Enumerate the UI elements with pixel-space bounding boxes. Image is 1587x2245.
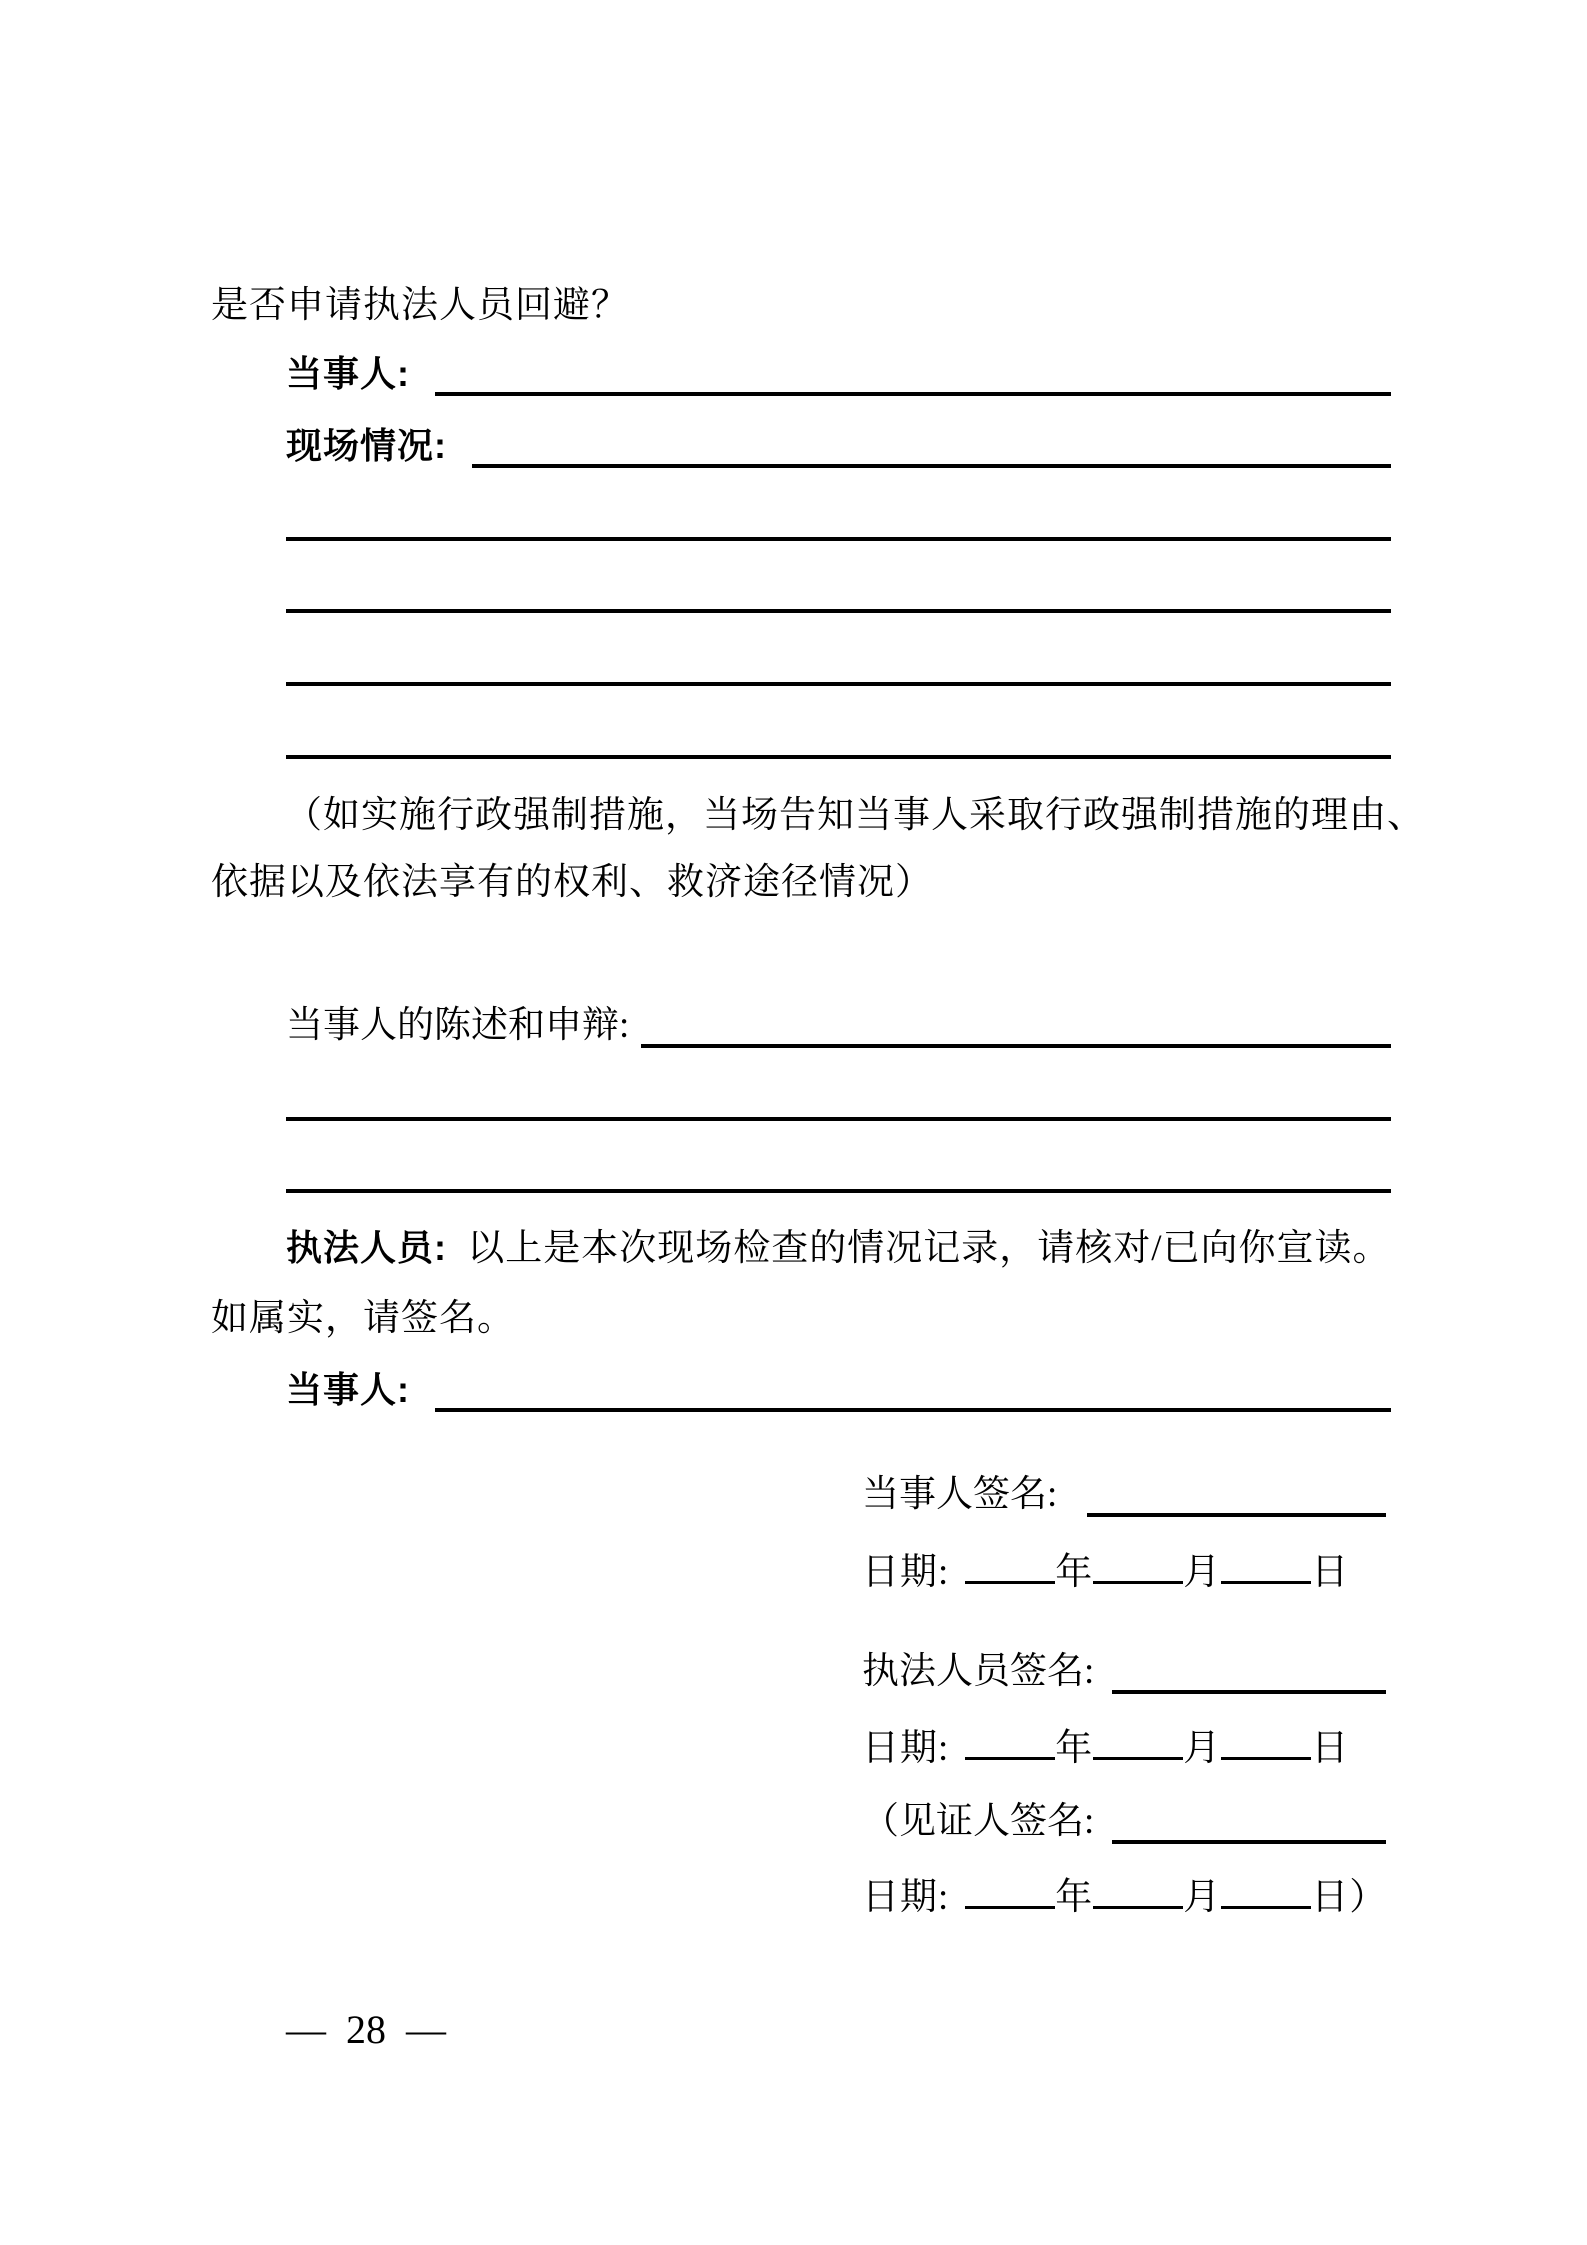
scene-blank-line	[472, 464, 1391, 468]
day-blank	[1221, 1904, 1311, 1909]
month-char: 月	[1183, 1877, 1222, 1918]
officer-notice-line-2: 如属实，请签名。	[211, 1298, 515, 1339]
month-blank	[1093, 1755, 1183, 1760]
party-label: 当事人:	[286, 353, 410, 394]
party-blank-line	[435, 392, 1391, 396]
party-date-row	[862, 1551, 1349, 1595]
day-char: 日	[1311, 1728, 1350, 1769]
year-char: 年	[1055, 1728, 1094, 1769]
blank-rule-line	[286, 537, 1391, 541]
recusal-question: 是否申请执法人员回避？	[211, 285, 629, 326]
date-label: 日期:	[862, 1877, 950, 1918]
scene-label: 现场情况:	[286, 425, 447, 466]
witness-sign-label: （见证人签名:	[862, 1801, 1095, 1842]
officer-label: 执法人员:	[286, 1227, 447, 1268]
note-line-2: 依据以及依法享有的权利、救济途径情况）	[211, 862, 933, 903]
party-confirm-label: 当事人:	[286, 1369, 410, 1410]
statement-blank-line	[641, 1044, 1391, 1048]
blank-rule-line	[286, 1117, 1391, 1121]
day-blank	[1221, 1579, 1311, 1584]
year-char: 年	[1055, 1877, 1094, 1918]
day-char: 日	[1311, 1552, 1350, 1593]
blank-rule-line	[286, 1189, 1391, 1193]
year-char: 年	[1055, 1552, 1094, 1593]
officer-notice-text: 以上是本次现场检查的情况记录，请核对/已向你宣读。	[467, 1228, 1391, 1269]
party-sign-blank-line	[1087, 1513, 1386, 1517]
party-sign-label: 当事人签名:	[862, 1474, 1058, 1515]
witness-signature-row	[862, 1800, 1386, 1844]
note-line-1: （如实施行政强制措施，当场告知当事人采取行政强制措施的理由、	[285, 795, 1425, 836]
day-blank	[1221, 1755, 1311, 1760]
blank-rule-line	[286, 609, 1391, 613]
year-blank	[965, 1579, 1055, 1584]
month-blank	[1093, 1904, 1183, 1909]
witness-date-row	[862, 1876, 1387, 1920]
officer-sign-label: 执法人员签名:	[862, 1651, 1095, 1692]
statement-label: 当事人的陈述和申辩:	[286, 1005, 630, 1046]
party-confirm-row	[286, 1368, 1391, 1412]
scene-field-row	[286, 424, 1391, 468]
date-label: 日期:	[862, 1728, 950, 1769]
day-close-char: 日）	[1311, 1877, 1388, 1918]
year-blank	[965, 1904, 1055, 1909]
page-number: — 28 —	[286, 2007, 446, 2052]
blank-rule-line	[286, 755, 1391, 759]
party-signature-row	[862, 1473, 1386, 1517]
witness-sign-blank-line	[1112, 1840, 1386, 1844]
party-field-row	[286, 352, 1391, 396]
blank-rule-line	[286, 682, 1391, 686]
date-label: 日期:	[862, 1552, 950, 1593]
month-char: 月	[1183, 1552, 1222, 1593]
officer-sign-blank-line	[1112, 1690, 1386, 1694]
year-blank	[965, 1755, 1055, 1760]
officer-signature-row	[862, 1650, 1386, 1694]
party-confirm-blank-line	[435, 1408, 1391, 1412]
statement-field-row	[286, 1004, 1391, 1048]
month-blank	[1093, 1579, 1183, 1584]
officer-notice-line-1	[286, 1226, 1391, 1271]
month-char: 月	[1183, 1728, 1222, 1769]
officer-date-row	[862, 1727, 1349, 1771]
